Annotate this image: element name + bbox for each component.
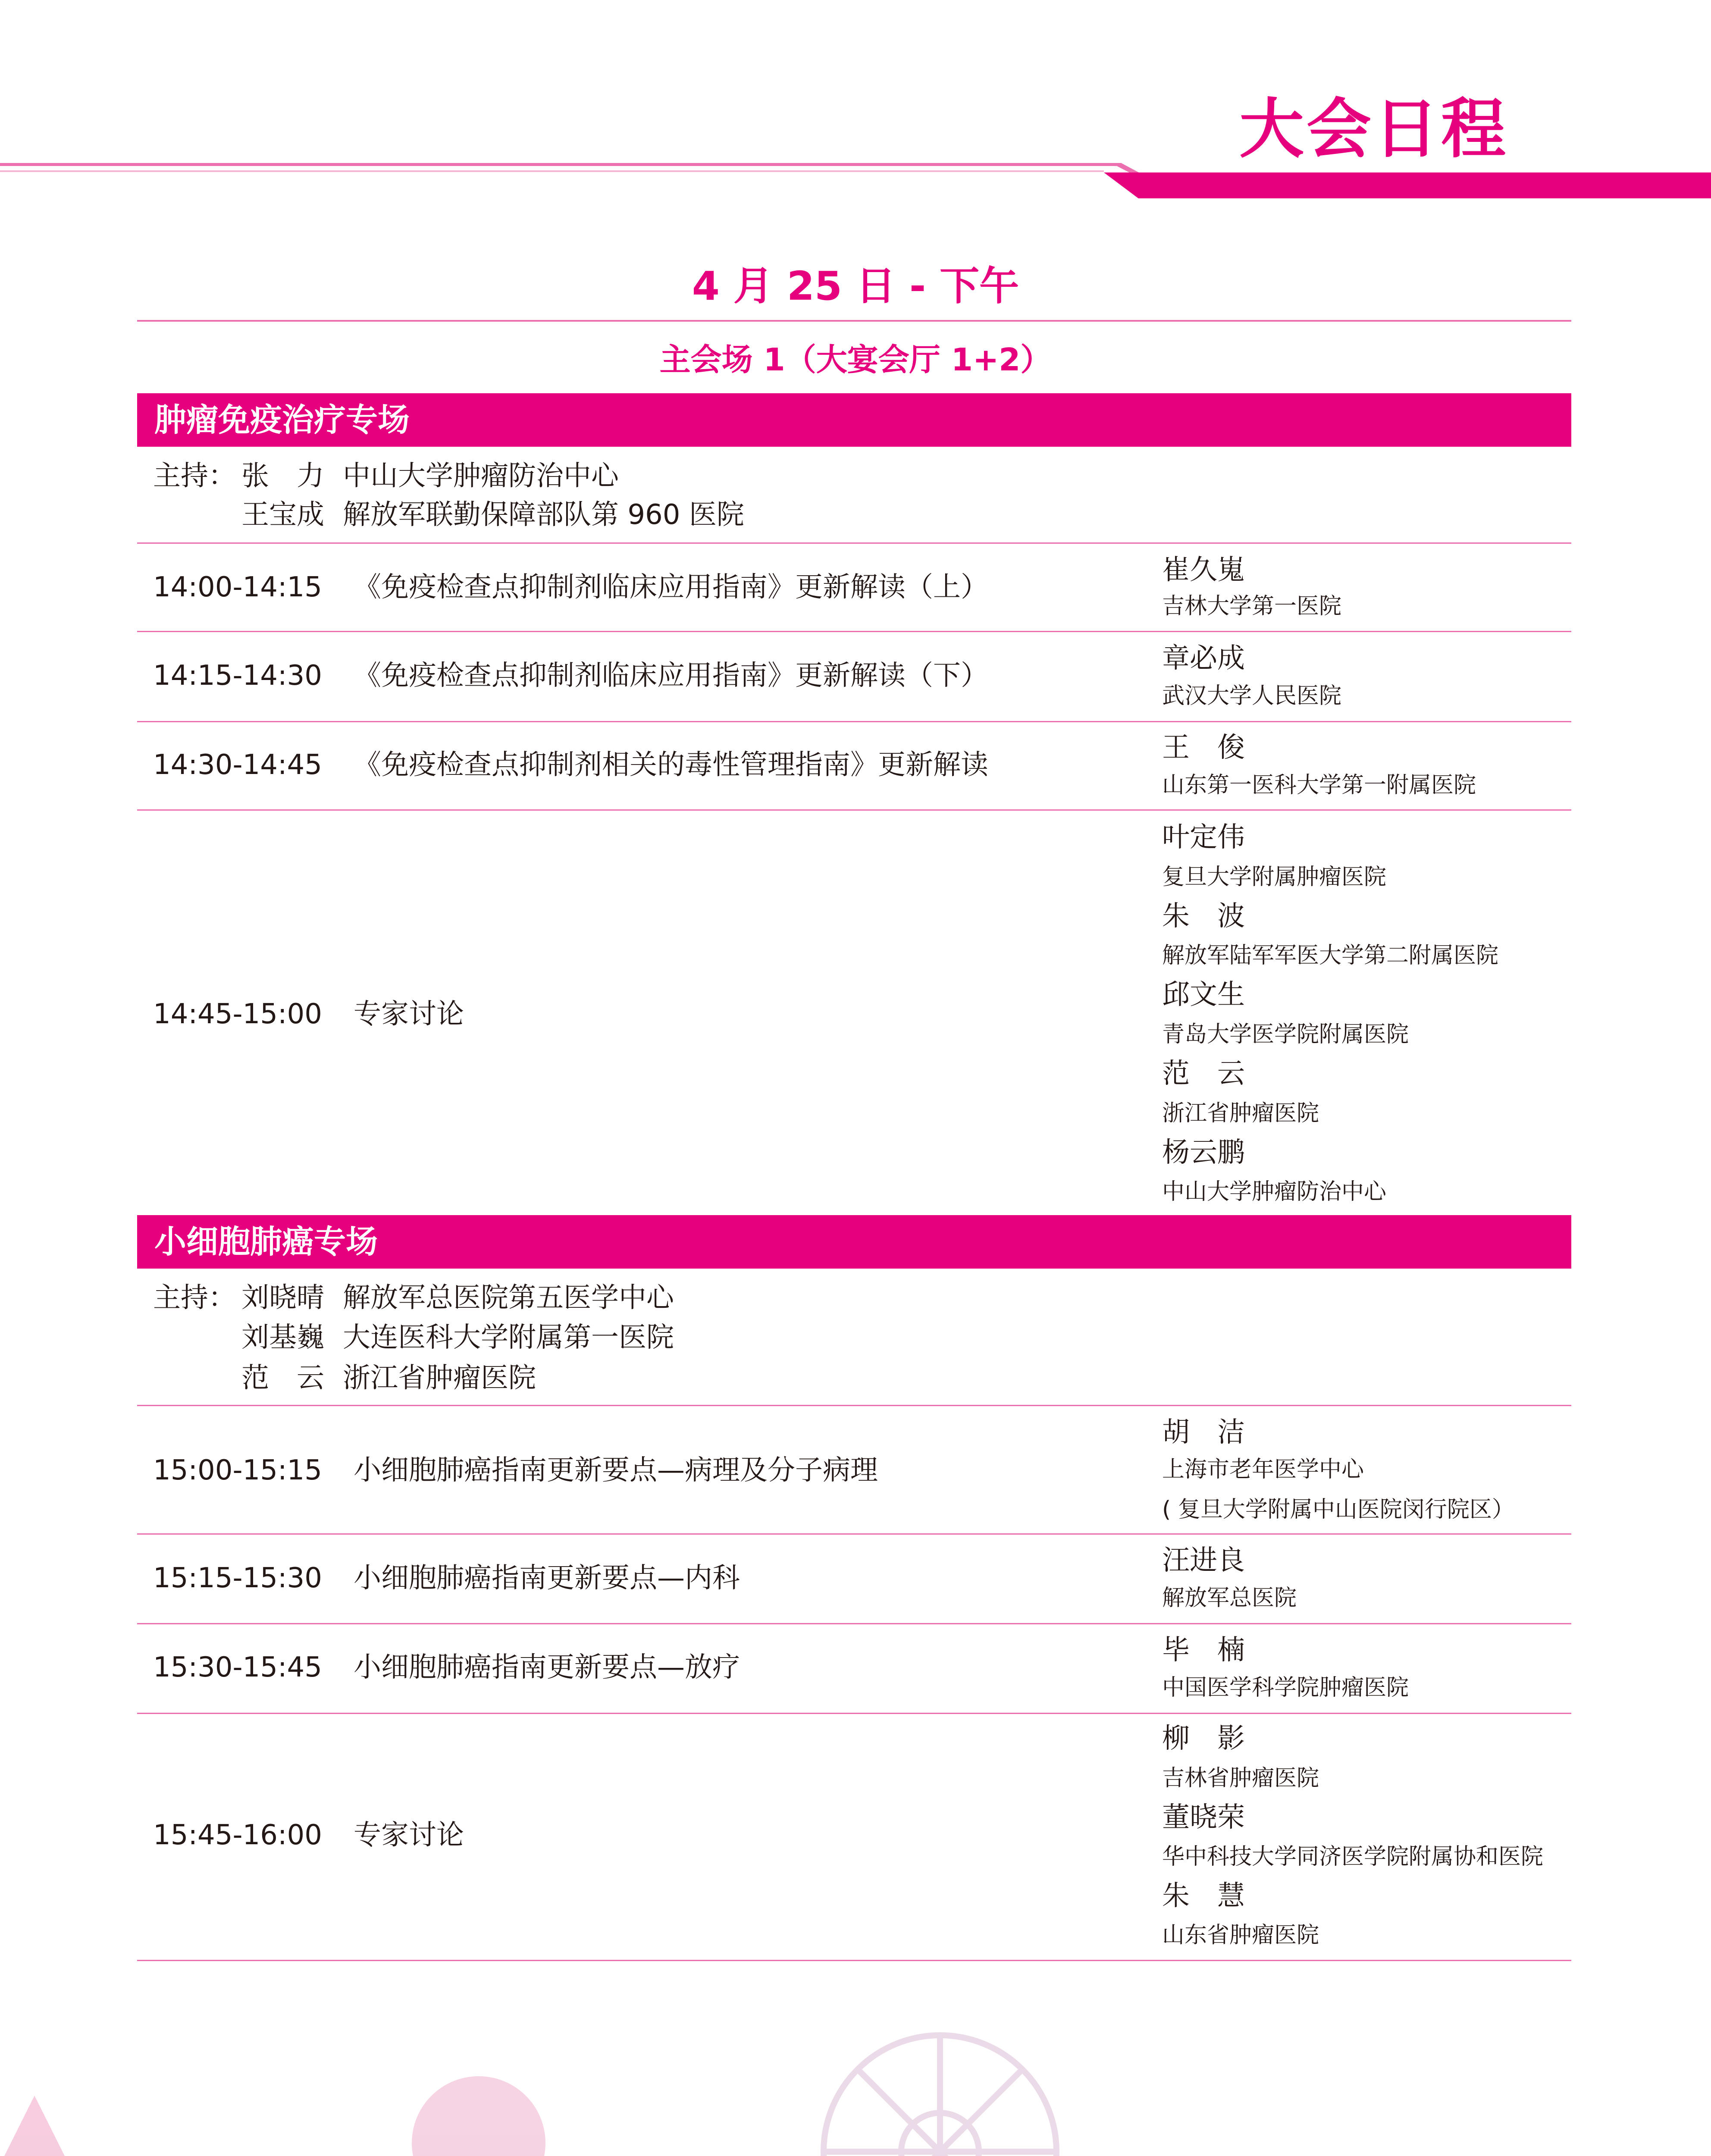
speaker-org: 山东第一医科大学第一附属医院 (1162, 772, 1476, 798)
host-org: 中山大学肿瘤防治中心 (343, 460, 619, 492)
header-title: 大会日程 (1239, 92, 1508, 167)
session-topic: 小细胞肺癌指南更新要点—内科 (354, 1562, 740, 1594)
speaker-org: 解放军陆军军医大学第二附属医院 (1162, 943, 1499, 968)
host-org: 解放军总医院第五医学中心 (343, 1282, 674, 1314)
speaker-org: 解放军总医院 (1162, 1585, 1297, 1611)
session-topic: 小细胞肺癌指南更新要点—放疗 (354, 1651, 740, 1683)
speaker-name: 柳 影 (1162, 1723, 1245, 1755)
speaker-org: 复旦大学附属肿瘤医院 (1162, 864, 1387, 890)
host-name: 刘晓晴 (241, 1282, 324, 1314)
speaker-name: 毕 楠 (1162, 1634, 1245, 1666)
venue-title: 主会场 1（大宴会厅 1+2） (659, 342, 1052, 378)
speaker-org: 青岛大学医学院附属医院 (1162, 1022, 1409, 1047)
speaker-org: 吉林省肿瘤医院 (1162, 1765, 1319, 1791)
speaker-name: 董晓荣 (1162, 1802, 1245, 1833)
row-divider (137, 1623, 1571, 1624)
speaker-org: 浙江省肿瘤医院 (1162, 1100, 1319, 1126)
background-illustration (0, 1984, 1711, 2156)
row-divider (137, 1405, 1571, 1406)
ferris-wheel-icon (824, 2035, 1056, 2156)
speaker-name: 叶定伟 (1162, 821, 1245, 853)
speaker-org-note: ( 复旦大学附属中山医院闵行院区） (1162, 1497, 1514, 1523)
host-org: 大连医科大学附属第一医院 (343, 1322, 674, 1354)
row-divider (137, 542, 1571, 544)
snowman-icon (354, 2076, 604, 2156)
session-time: 15:00-15:15 (153, 1454, 322, 1486)
session-topic: 专家讨论 (354, 998, 464, 1030)
row-divider (137, 809, 1571, 811)
speaker-name: 朱 慧 (1162, 1880, 1245, 1912)
host-name: 范 云 (241, 1362, 324, 1394)
row-divider (137, 1533, 1571, 1535)
row-divider (137, 1960, 1571, 1961)
session-time: 15:30-15:45 (153, 1651, 322, 1683)
host-label: 主持： (153, 460, 236, 492)
speaker-name: 杨云鹏 (1162, 1137, 1245, 1169)
session-time: 14:45-15:00 (153, 998, 322, 1030)
row-divider (137, 631, 1571, 632)
speaker-name: 朱 波 (1162, 900, 1245, 932)
session-time: 14:30-14:45 (153, 749, 322, 781)
row-divider (137, 721, 1571, 722)
speaker-name: 邱文生 (1162, 979, 1245, 1011)
section-title-immunotherapy: 肿瘤免疫治疗专场 (137, 393, 1571, 447)
host-name: 刘基巍 (241, 1322, 324, 1354)
host-name: 王宝成 (241, 499, 324, 531)
host-name: 张 力 (241, 460, 324, 492)
section-title-sclc: 小细胞肺癌专场 (137, 1215, 1571, 1269)
host-label: 主持： (153, 1282, 236, 1314)
date-title: 4 月 25 日 - 下午 (692, 263, 1019, 309)
session-time: 15:45-16:00 (153, 1819, 322, 1851)
session-topic: 《免疫检查点抑制剂临床应用指南》更新解读（下） (354, 660, 988, 692)
session-topic: 小细胞肺癌指南更新要点—病理及分子病理 (354, 1454, 878, 1486)
speaker-org: 中国医学科学院肿瘤医院 (1162, 1675, 1409, 1701)
session-time: 14:00-14:15 (153, 571, 322, 603)
session-time: 14:15-14:30 (153, 660, 322, 692)
host-org: 解放军联勤保障部队第 960 医院 (343, 499, 744, 531)
session-topic: 《免疫检查点抑制剂临床应用指南》更新解读（上） (354, 571, 988, 603)
speaker-name: 章必成 (1162, 642, 1245, 674)
session-topic: 《免疫检查点抑制剂相关的毒性管理指南》更新解读 (354, 749, 988, 781)
speaker-name: 崔久嵬 (1162, 554, 1245, 586)
speaker-org: 山东省肿瘤医院 (1162, 1922, 1319, 1948)
divider (137, 320, 1571, 322)
speaker-org: 华中科技大学同济医学院附属协和医院 (1162, 1844, 1544, 1870)
speaker-name: 胡 洁 (1162, 1416, 1245, 1448)
session-time: 15:15-15:30 (153, 1562, 322, 1594)
speaker-org: 中山大学肿瘤防治中心 (1162, 1179, 1387, 1205)
host-org: 浙江省肿瘤医院 (343, 1362, 536, 1394)
speaker-org: 上海市老年医学中心 (1162, 1457, 1364, 1482)
speaker-name: 范 云 (1162, 1058, 1245, 1090)
speaker-name: 王 俊 (1162, 732, 1245, 764)
speaker-org: 吉林大学第一医院 (1162, 593, 1342, 619)
speaker-name: 汪进良 (1162, 1545, 1245, 1576)
speaker-org: 武汉大学人民医院 (1162, 683, 1342, 709)
session-topic: 专家讨论 (354, 1819, 464, 1851)
row-divider (137, 1713, 1571, 1714)
